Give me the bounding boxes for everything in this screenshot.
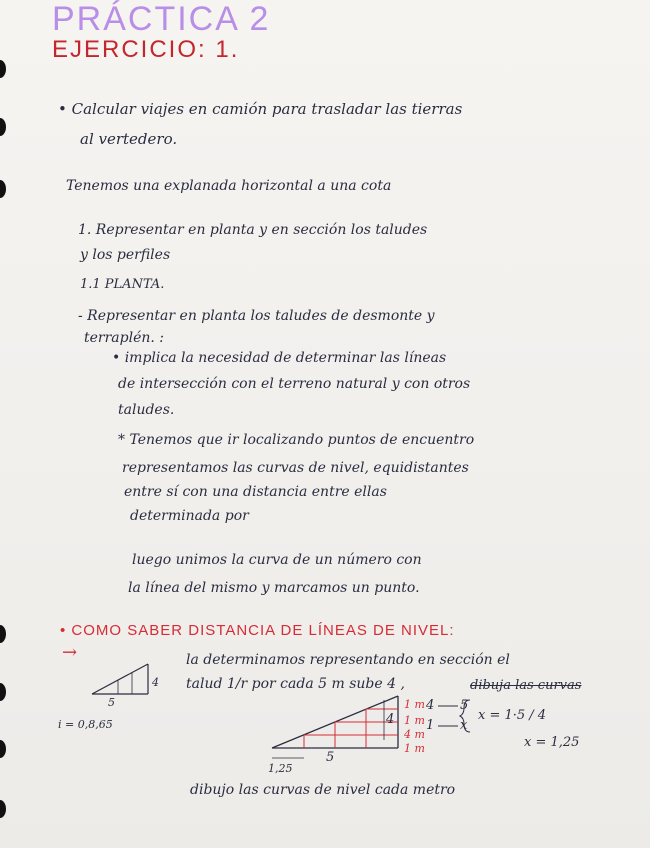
small-height-label: 4 xyxy=(152,676,159,689)
note-line: * Tenemos que ir localizando puntos de encuentro xyxy=(118,432,475,448)
arrow-icon: → xyxy=(62,642,78,663)
section-heading: • COMO SABER DISTANCIA DE LÍNEAS DE NIVEL: xyxy=(60,622,455,639)
note-line: 1. Representar en planta y en sección los taludes xyxy=(78,222,428,238)
formula-term: 1 xyxy=(426,718,435,733)
page-title: PRÁCTICA 2 xyxy=(52,0,271,38)
formula-term: 5 xyxy=(460,698,469,713)
note-line: terraplén. : xyxy=(84,330,165,346)
tick-label: 1 m xyxy=(404,698,425,711)
tick-label: 1,25 xyxy=(268,762,293,775)
note-line: al vertedero. xyxy=(80,130,178,148)
tick-label: 1 m xyxy=(404,742,425,755)
note-line: de intersección con el terreno natural y con otros xyxy=(118,376,471,392)
formula-term: x xyxy=(460,718,468,733)
note-line: luego unimos la curva de un número con xyxy=(132,552,422,568)
note-line: representamos las curvas de nivel, equidistantes xyxy=(122,460,469,476)
note-line: - Representar en planta los taludes de desmonte y xyxy=(78,308,435,324)
note-line: la determinamos representando en sección el xyxy=(186,652,510,668)
note-line: determinada por xyxy=(130,508,249,524)
big-height-label: 4 xyxy=(386,712,395,727)
formula-result: x = 1,25 xyxy=(524,735,580,750)
formula-term: 4 xyxy=(426,698,435,713)
note-line: Tenemos una explanada horizontal a una cota xyxy=(66,178,392,194)
note-line: • Calcular viajes en camión para trasladar las tierras xyxy=(58,100,463,118)
note-line: talud 1/r por cada 5 m sube 4 , xyxy=(186,676,405,692)
note-line: y los perfiles xyxy=(80,247,171,263)
tick-label: 1 m xyxy=(404,714,425,727)
formula-equation: x = 1·5 / 4 xyxy=(478,708,547,723)
note-line: la línea del mismo y marcamos un punto. xyxy=(128,580,420,596)
slope-value: i = 0,8,65 xyxy=(58,718,113,731)
note-line: • implica la necesidad de determinar las líneas xyxy=(112,350,447,366)
note-line: entre sí con una distancia entre ellas xyxy=(124,484,387,500)
small-base-label: 5 xyxy=(108,696,115,709)
note-line: 1.1 PLANTA. xyxy=(80,277,165,292)
tick-label: 4 m xyxy=(404,728,425,741)
note-line: taludes. xyxy=(118,402,175,418)
exercise-heading: EJERCICIO: 1. xyxy=(52,36,240,63)
note-line: dibujo las curvas de nivel cada metro xyxy=(190,782,456,798)
big-base-label: 5 xyxy=(326,750,335,765)
struck-text: dibuja las curvas xyxy=(470,678,582,693)
